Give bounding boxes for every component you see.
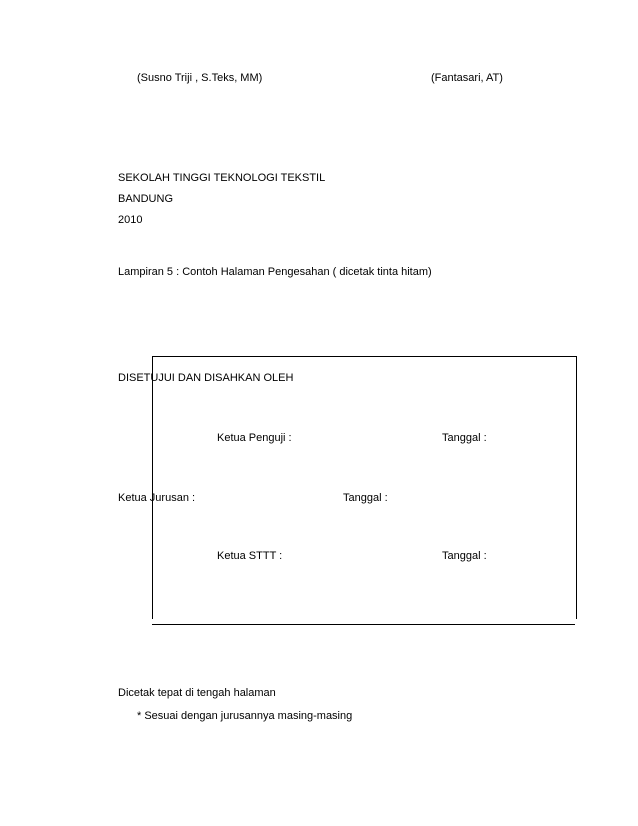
institution-city: BANDUNG (118, 193, 174, 205)
institution-name: SEKOLAH TINGGI TEKNOLOGI TEKSTIL (118, 172, 326, 184)
frame-bottom-line (152, 624, 575, 625)
signature-left: (Susno Triji , S.Teks, MM) (137, 72, 263, 84)
frame-top-line (152, 356, 577, 357)
frame-right-line (576, 356, 577, 619)
sttt-role-label: Ketua STTT : (217, 550, 283, 562)
examiner-role-label: Ketua Penguji : (217, 432, 292, 444)
print-note: Dicetak tepat di tengah halaman (118, 687, 276, 699)
institution-year: 2010 (118, 214, 143, 226)
frame-left-line (152, 356, 153, 619)
approval-heading: DISETUJUI DAN DISAHKAN OLEH (118, 372, 294, 384)
department-note: * Sesuai dengan jurusannya masing-masing (137, 710, 353, 722)
department-role-label: Ketua Jurusan : (118, 492, 196, 504)
signature-right: (Fantasari, AT) (431, 72, 503, 84)
examiner-date-label: Tanggal : (442, 432, 487, 444)
department-date-label: Tanggal : (343, 492, 388, 504)
appendix-caption: Lampiran 5 : Contoh Halaman Pengesahan ( dicetak tinta hitam) (118, 266, 432, 278)
sttt-date-label: Tanggal : (442, 550, 487, 562)
